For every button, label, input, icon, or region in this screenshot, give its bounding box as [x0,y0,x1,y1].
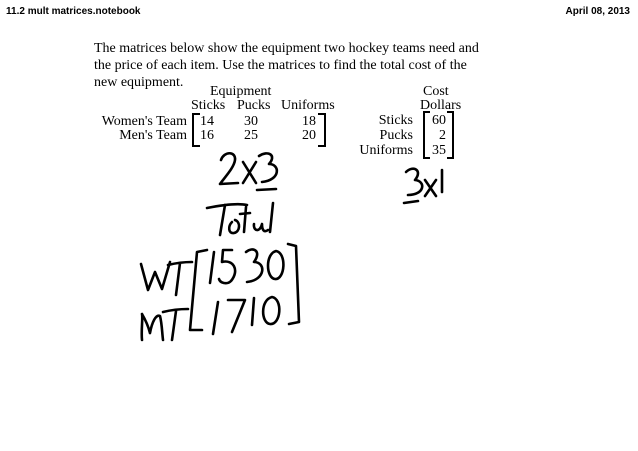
matrix-cell: 30 [244,114,258,129]
column-header-sticks: Sticks [191,98,226,113]
cost-column-header: Dollars [420,98,462,113]
notebook-date: April 08, 2013 [565,6,630,17]
matrix-cell: 18 [302,114,316,129]
row-label-pucks: Pucks [379,128,413,143]
equipment-title: Equipment [210,84,272,99]
matrix-cell: 60 [432,113,446,128]
row-label-mens-team: Men's Team [119,128,187,143]
notebook-file-name: 11.2 mult matrices.notebook [6,6,141,17]
row-label-sticks: Sticks [378,113,413,128]
column-header-uniforms: Uniforms [281,98,335,113]
matrix-cell: 35 [432,143,446,158]
handwritten-total-1710 [213,297,279,334]
row-label-uniforms: Uniforms [359,143,413,158]
matrix-cell: 25 [244,128,258,143]
handwritten-total-1530 [210,249,283,283]
handwritten-equipment-dims [220,153,277,190]
column-header-pucks: Pucks [237,98,271,113]
row-label-womens-team: Women's Team [101,114,187,129]
handwritten-cost-dims [404,169,442,203]
cost-title: Cost [423,84,449,99]
handwritten-row-labels [141,262,192,340]
handwritten-total-label [207,203,273,235]
matrix-cell: 20 [302,128,316,143]
prompt-line: the price of each item. Use the matrices to find the total cost of the [94,58,467,73]
prompt-line: new equipment. [94,75,184,90]
matrix-cell: 16 [200,128,214,143]
matrix-cell: 14 [200,114,214,129]
matrix-cell: 2 [439,128,446,143]
prompt-line: The matrices below show the equipment two hockey teams need and [94,41,479,56]
